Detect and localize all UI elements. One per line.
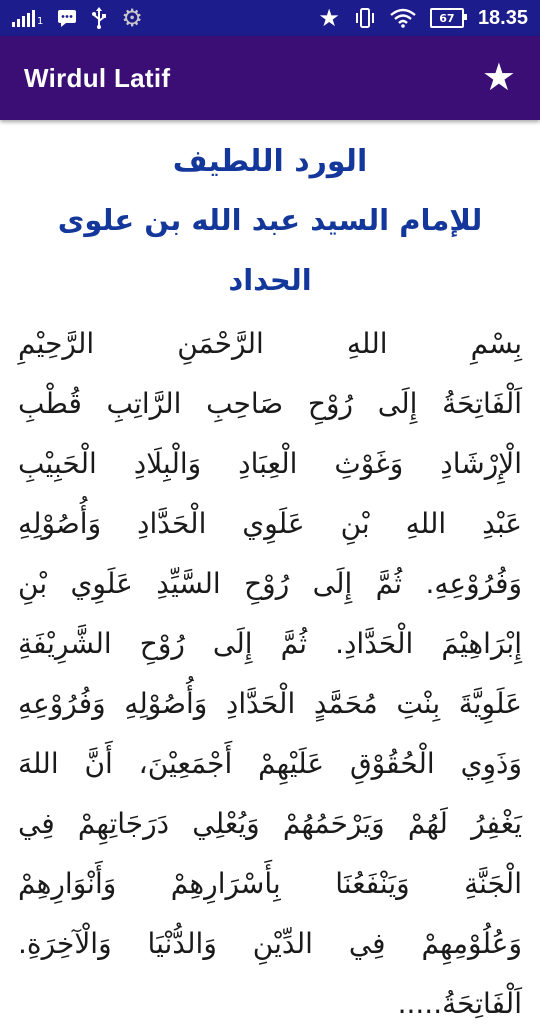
status-time: 18.35 — [477, 6, 528, 29]
verse-line: الْجَنَّةِ وَيَنْفَعُنَا بِأَسْرَارِهِمْ وَأَنْوَارِهِمْ — [18, 867, 522, 900]
verse-line: بِسْمِ اللهِ الرَّحْمَنِ الرَّحِيْمِ — [18, 327, 522, 360]
verse-line: إِبْرَاهِيْمَ الْحَدَّادِ. ثُمَّ إِلَى رُوْحِ الشَّرِيْفَةِ — [18, 627, 522, 660]
page-subtitle: للإمام السيد عبد الله بن علوى الحداد — [57, 203, 483, 297]
signal-icon — [12, 9, 43, 27]
app-bar — [0, 36, 540, 120]
star-icon: ★ — [481, 57, 516, 99]
star-icon: ★ — [318, 4, 340, 32]
verse-line: عَبْدِ اللهِ بْنِ عَلَوِي الْحَدَّادِ وَأُصُوْلِهِ — [18, 507, 522, 540]
chat-icon — [57, 8, 77, 28]
gear-icon: ⚙ — [121, 4, 143, 32]
status-bar — [0, 0, 540, 36]
usb-icon — [91, 7, 107, 29]
status-left-icons — [12, 6, 143, 30]
battery-icon: 67 — [430, 8, 464, 28]
verse-list — [18, 314, 522, 1034]
favorite-star-button[interactable] — [482, 59, 516, 97]
verse-line: وَفُرُوْعِهِ. ثُمَّ إِلَى رُوْحِ السَّيِّدِ عَلَوِي بْنِ — [18, 567, 522, 600]
wirid-content[interactable] — [0, 120, 540, 1020]
verse-line-closing: اَلْفَاتِحَةُ..... — [397, 987, 522, 1020]
vibrate-icon — [354, 7, 376, 29]
verse-line: عَلَوِيَّةَ بِنْتِ مُحَمَّدٍ الْحَدَّادِ وَأُصُوْلِهِ وَفُرُوْعِهِ — [18, 687, 522, 720]
verse-line: اَلْفَاتِحَةُ إِلَى رُوْحِ صَاحِبِ الرَّاتِبِ قُطْبِ — [18, 387, 522, 420]
status-right-icons — [318, 6, 528, 30]
app-title: Wirdul Latif — [24, 62, 171, 93]
sim-index: 1 — [37, 16, 44, 27]
verse-line: وَذَوِي الْحُقُوْقِ عَلَيْهِمْ أَجْمَعِيْنَ، أَنَّ اللهَ — [18, 747, 522, 780]
wifi-icon — [390, 8, 416, 28]
verse-line: الْإِرْشَادِ وَغَوْثِ الْعِبَادِ وَالْبِلَادِ الْحَبِيْبِ — [18, 447, 522, 480]
page-title: الورد اللطيف — [172, 144, 368, 179]
verse-line: وَعُلُوْمِهِمْ فِي الدِّيْنِ وَالدُّنْيَا وَالْآخِرَةِ. — [18, 927, 522, 960]
verse-line: يَغْفِرُ لَهُمْ وَيَرْحَمُهُمْ وَيُعْلِي دَرَجَاتِهِمْ فِي — [18, 807, 522, 840]
